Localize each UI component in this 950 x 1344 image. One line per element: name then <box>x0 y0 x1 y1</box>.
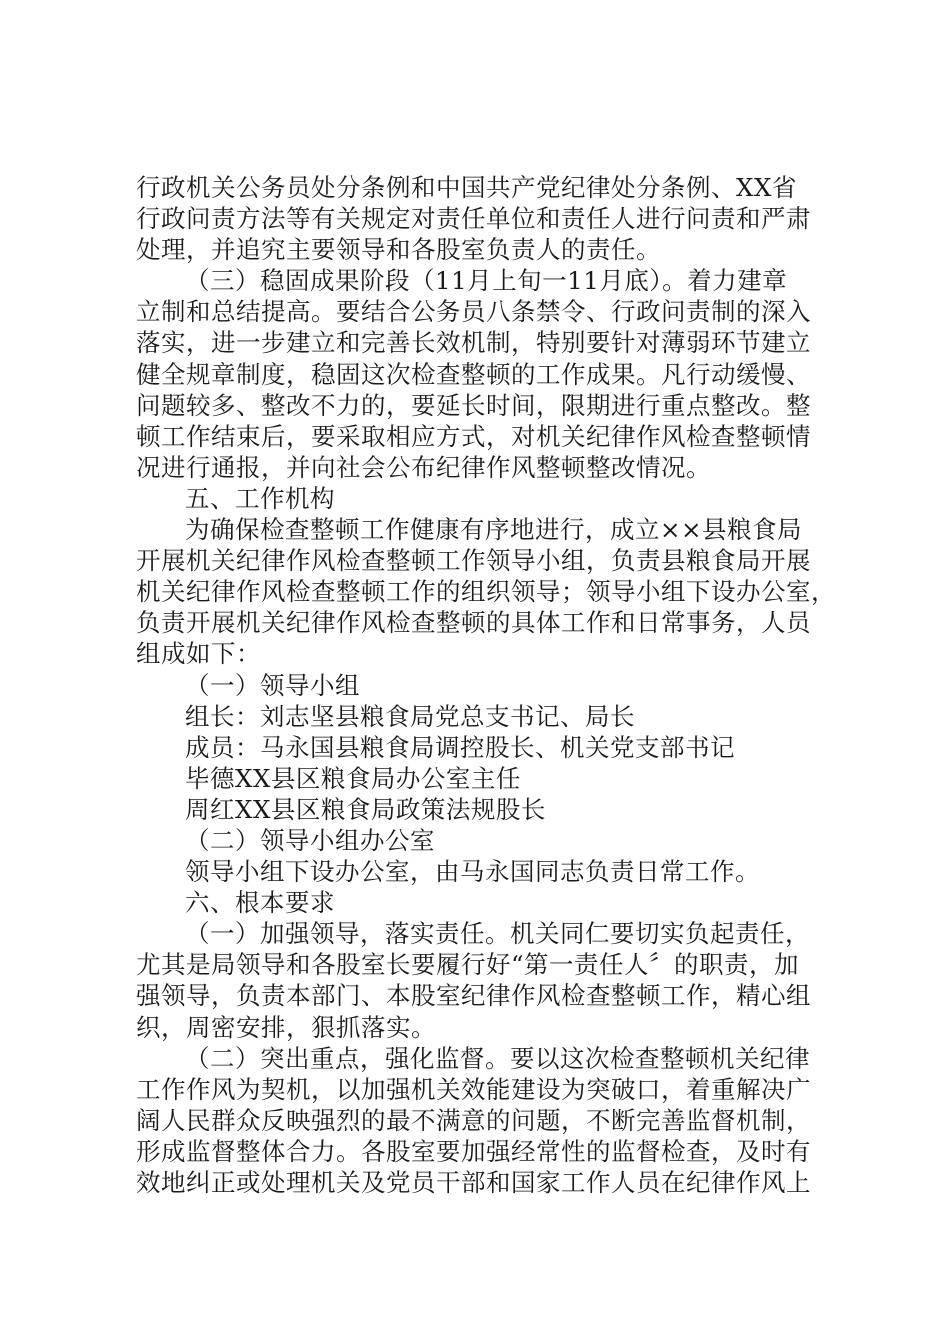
text-line: 工作作风为契机，以加强机关效能建设为突破口，着重解决广 <box>136 1074 811 1104</box>
text-line: 负责开展机关纪律作风检查整顿的具体工作和日常事务，人员 <box>136 608 811 638</box>
text-line: 落实，进一步建立和完善长效机制，特别要针对薄弱环节建立 <box>136 328 811 358</box>
text-line: 成员：马永国县粮食局调控股长、机关党支部书记 <box>185 732 735 762</box>
text-line: （一）加强领导，落实责任。机关同仁要切实负起责任， <box>185 919 810 949</box>
text-line: （一）领导小组 <box>185 670 360 700</box>
text-line: 周红XX县区粮食局政策法规股长 <box>185 794 546 824</box>
text-line: 领导小组下设办公室，由马永国同志负责日常工作。 <box>185 857 760 887</box>
text-line: 问题较多、整改不力的，要延长时间，限期进行重点整改。整 <box>136 390 811 420</box>
text-line: （二）突出重点，强化监督。要以这次检查整顿机关纪律 <box>185 1043 810 1073</box>
text-line: 况进行通报，并向社会公布纪律作风整顿整改情况。 <box>136 452 711 482</box>
text-line: 效地纠正或处理机关及党员干部和国家工作人员在纪律作风上 <box>136 1168 811 1197</box>
text-line: 顿工作结束后，要采取相应方式，对机关纪律作风检查整顿情 <box>136 421 811 451</box>
text-line: （二）领导小组办公室 <box>185 825 435 855</box>
text-line: 组成如下： <box>136 639 261 669</box>
text-line: 组长：刘志坚县粮食局党总支书记、局长 <box>185 701 635 731</box>
document-body <box>136 172 836 1198</box>
text-line: 毕德XX县区粮食局办公室主任 <box>185 763 521 793</box>
text-line: 健全规章制度，稳固这次检查整顿的工作成果。凡行动缓慢、 <box>136 359 811 389</box>
text-line: 阔人民群众反映强烈的最不满意的问题，不断完善监督机制， <box>136 1105 811 1135</box>
text-line: 尤其是局领导和各股室长要履行好“第一责任人〞的职责，加 <box>136 950 800 980</box>
text-line: 行政问责方法等有关规定对责任单位和责任人进行问责和严肃 <box>136 204 811 234</box>
text-line: 为确保检查整顿工作健康有序地进行，成立××县粮食局 <box>185 515 803 545</box>
text-line: 立制和总结提高。要结合公务员八条禁令、行政问责制的深入 <box>136 297 811 327</box>
text-line: （三）稳固成果阶段（11月上旬一11月底）。着力建章 <box>185 266 788 296</box>
text-line: 机关纪律作风检查整顿工作的组织领导；领导小组下设办公室， <box>136 577 836 607</box>
text-line: 开展机关纪律作风检查整顿工作领导小组，负责县粮食局开展 <box>136 546 811 576</box>
text-line: 行政机关公务员处分条例和中国共产党纪律处分条例、XX省 <box>136 173 797 202</box>
text-line: 织，周密安排，狠抓落实。 <box>136 1012 436 1042</box>
text-line: 五、工作机构 <box>185 483 335 513</box>
text-line: 六、根本要求 <box>185 888 335 918</box>
text-line: 形成监督整体合力。各股室要加强经常性的监督检查，及时有 <box>136 1136 811 1166</box>
text-line: 强领导，负责本部门、本股室纪律作风检查整顿工作，精心组 <box>136 981 811 1011</box>
text-line: 处理，并追究主要领导和各股室负责人的责任。 <box>136 235 661 265</box>
